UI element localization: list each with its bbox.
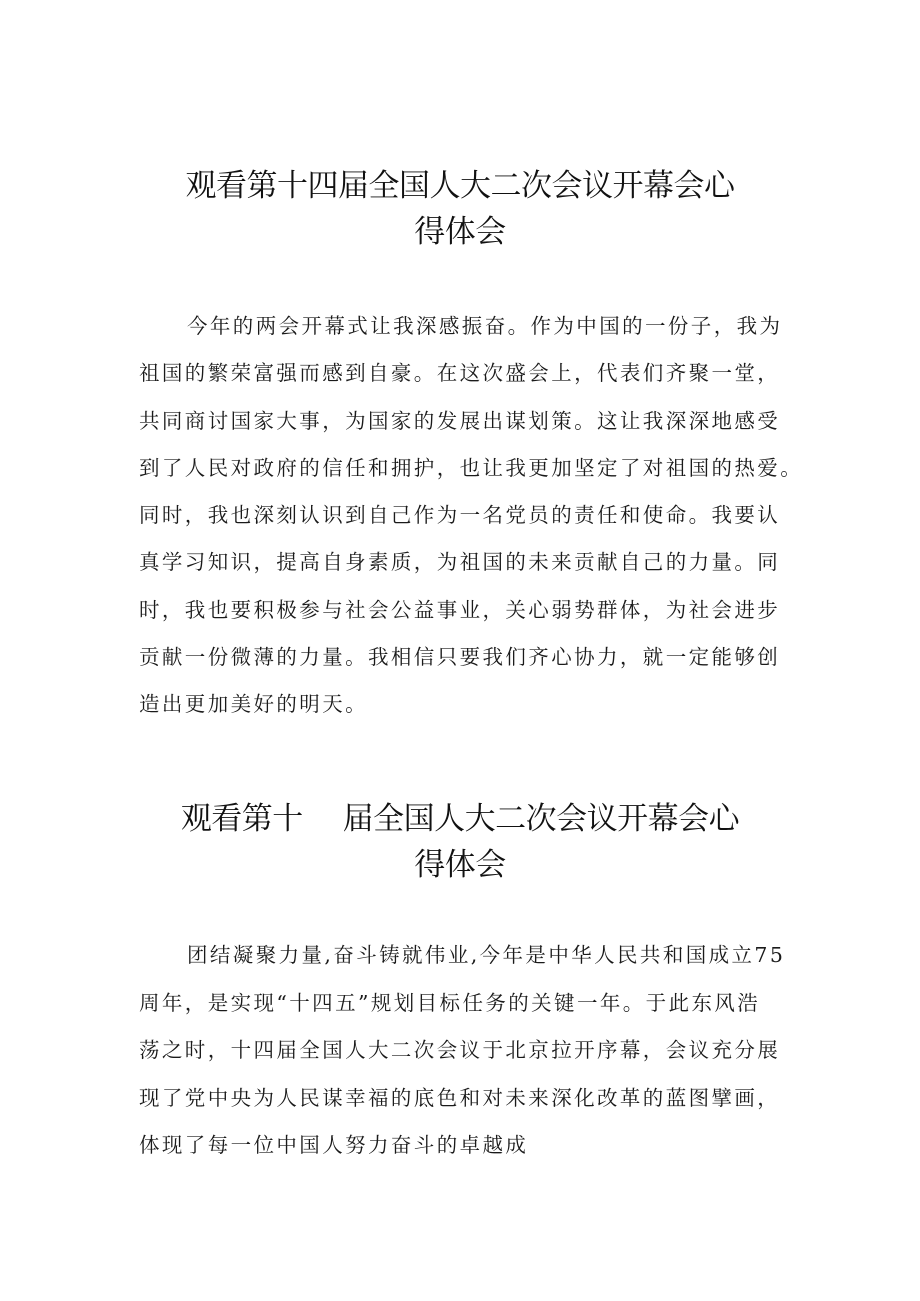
article-1-title-line-2: 得体会 — [414, 214, 506, 250]
article-2-line: 团结凝聚力量,奋斗铸就伟业,今年是中华人民共和国成立75 — [187, 943, 786, 967]
article-1-line: 贡献一份微薄的力量。我相信只要我们齐心协力，就一定能够创 — [139, 645, 781, 670]
article-1-line: 真学习知识，提高自身素质，为祖国的未来贡献自己的力量。同 — [139, 550, 781, 575]
article-2-title-line-2: 得体会 — [414, 847, 506, 883]
article-2-line: 体现了每一位中国人努力奋斗的卓越成 — [139, 1133, 529, 1157]
article-1-line: 今年的两会开幕式让我深感振奋。作为中国的一份子，我为 — [187, 314, 783, 338]
article-1-line: 造出更加美好的明天。 — [139, 692, 368, 717]
article-2-line: 荡之时，十四届全国人大二次会议于北京拉开序幕，会议充分展 — [139, 1038, 781, 1062]
article-1-line: 到了人民对政府的信任和拥护，也让我更加坚定了对祖国的热爱。 — [139, 455, 804, 480]
article-2-title — [130, 796, 790, 888]
article-1-line: 同时，我也深刻认识到自己作为一名党员的责任和使命。我要认 — [139, 503, 781, 528]
article-1-line: 时，我也要积极参与社会公益事业，关心弱势群体，为社会进步 — [139, 597, 781, 622]
article-1-line: 祖国的繁荣富强而感到自豪。在这次盛会上，代表们齐聚一堂， — [139, 361, 781, 386]
article-1-line: 共同商讨国家大事，为国家的发展出谋划策。这让我深深地感受 — [139, 408, 781, 433]
article-1-title-line-1: 观看第十四届全国人大二次会议开幕会心 — [185, 168, 735, 204]
article-1-title — [130, 163, 790, 255]
article-2-line: 周年，是实现“十四五”规划目标任务的关键一年。于此东风浩 — [139, 990, 761, 1015]
article-2-body — [139, 932, 811, 1170]
article-2-title-line-1: 观看第十 届全国人大二次会议开幕会心 — [180, 801, 740, 837]
article-2-line: 现了党中央为人民谋幸福的底色和对未来深化改革的蓝图擘画， — [139, 1085, 781, 1110]
article-1-body — [139, 303, 811, 729]
